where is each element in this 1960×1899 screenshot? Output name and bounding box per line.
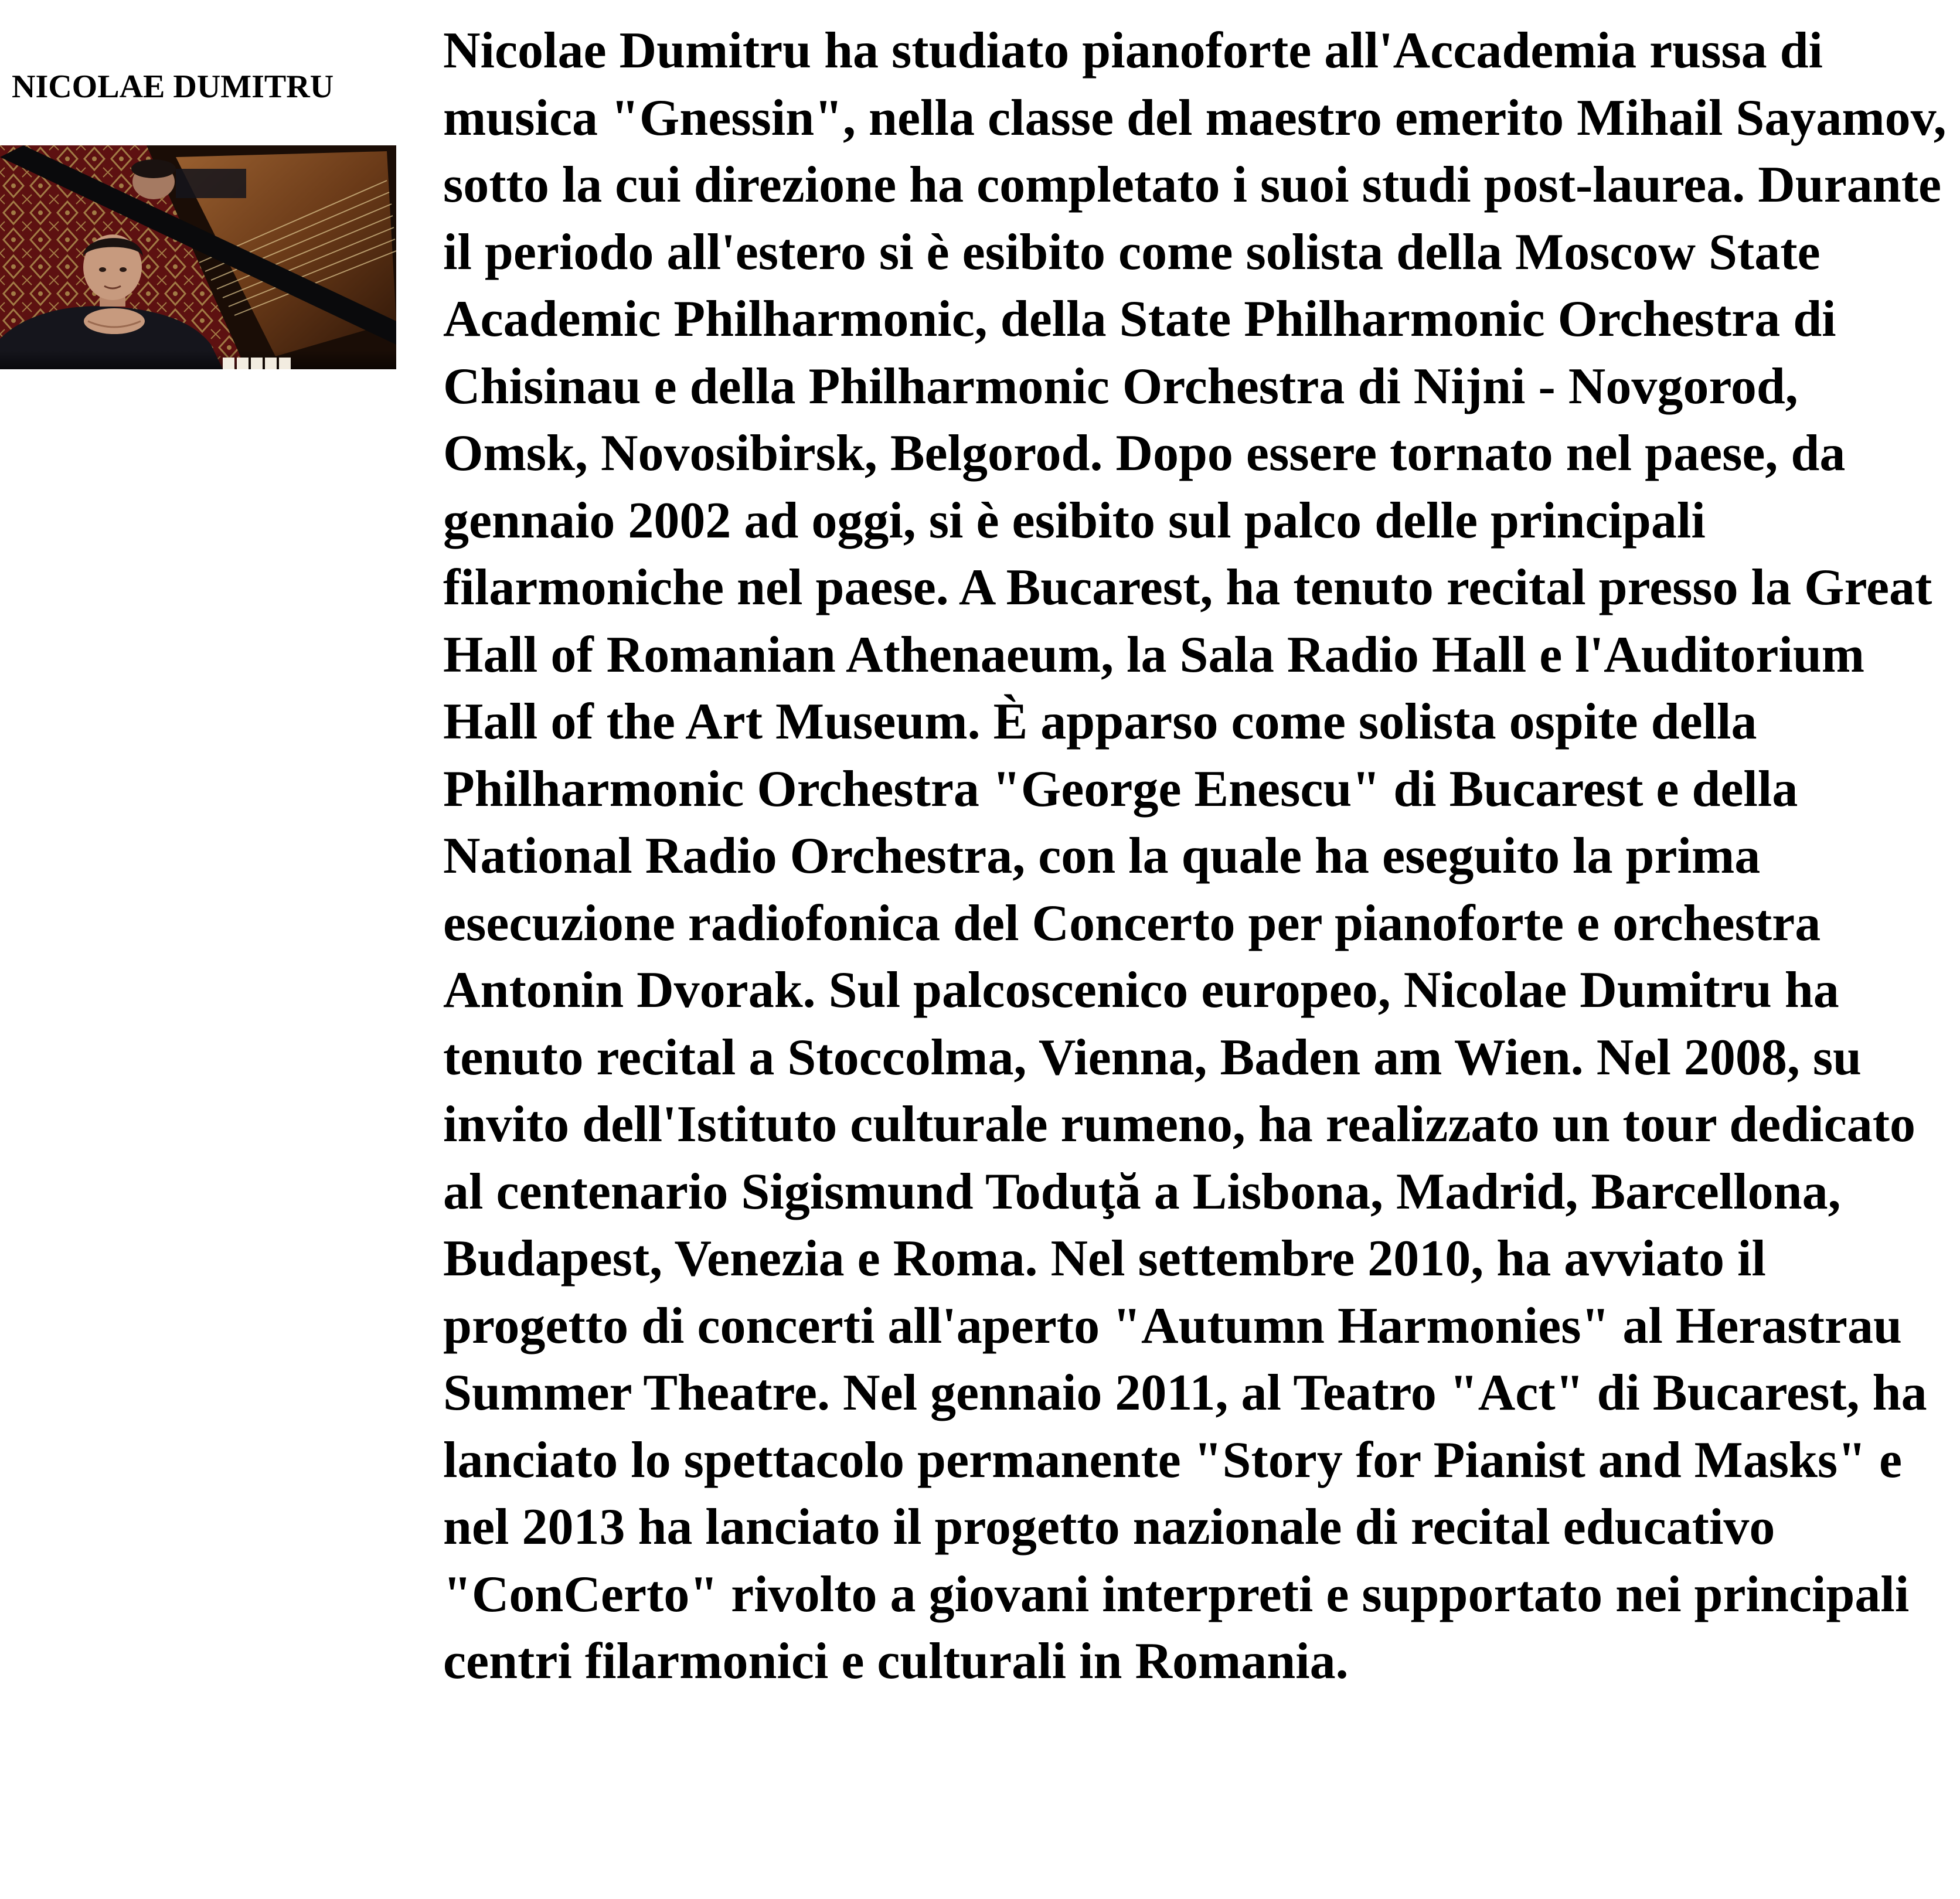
biography-text: Nicolae Dumitru ha studiato pianoforte all'Accademia russa di musica "Gnessin", nella classe del maestro emerito Mihail Sayamov, sotto la cui direzione ha completato i suoi studi post-laurea. Durante il periodo all'estero si è esibito come solista della Moscow State Academic Philharmonic, della State Philharmonic Orchestra di Chisinau e della Philharmonic Orchestra di Nijni - Novgorod, Omsk, Novosibirsk, Belgorod. Dopo essere tornato nel paese, da gennaio 2002 ad oggi, si è esibito sul palco delle principali filarmoniche nel paese. A Bucarest, ha tenuto recital presso la Great Hall of Romanian Athenaeum, la Sala Radio Hall e l'Auditorium Hall of the Art Museum. È apparso come solista ospite della Philharmonic Orchestra "George Enescu" di Bucarest e della National Radio Orchestra, con la quale ha eseguito la prima esecuzione radiofonica del Concerto per pianoforte e orchestra Antonin Dvorak. Sul palcoscenico europeo, Nicolae Dumitru ha tenuto recital a Stoccolma, Vienna, Baden am Wien. Nel 2008, su invito dell'Istituto culturale rumeno, ha realizzato un tour dedicato al centenario Sigismund Toduţă a Lisbona, Madrid, Barcellona, Budapest, Venezia e Roma. Nel settembre 2010, ha avviato il progetto di concerti all'aperto "Autumn Harmonies" al Herastrau Summer Theatre. Nel gennaio 2011, al Teatro "Act" di Bucarest, ha lanciato lo spettacolo permanente "Story for Pianist and Masks" e nel 2013 ha lanciato il progetto nazionale di recital educativo "ConCerto" rivolto a giovani interpreti e supportato nei principali centri filarmonici e culturali in Romania.	[443, 22, 1947, 1690]
pianist-photo	[0, 145, 396, 369]
pianist-photo-icon	[0, 145, 396, 369]
artist-name: NICOLAE DUMITRU	[12, 69, 334, 105]
